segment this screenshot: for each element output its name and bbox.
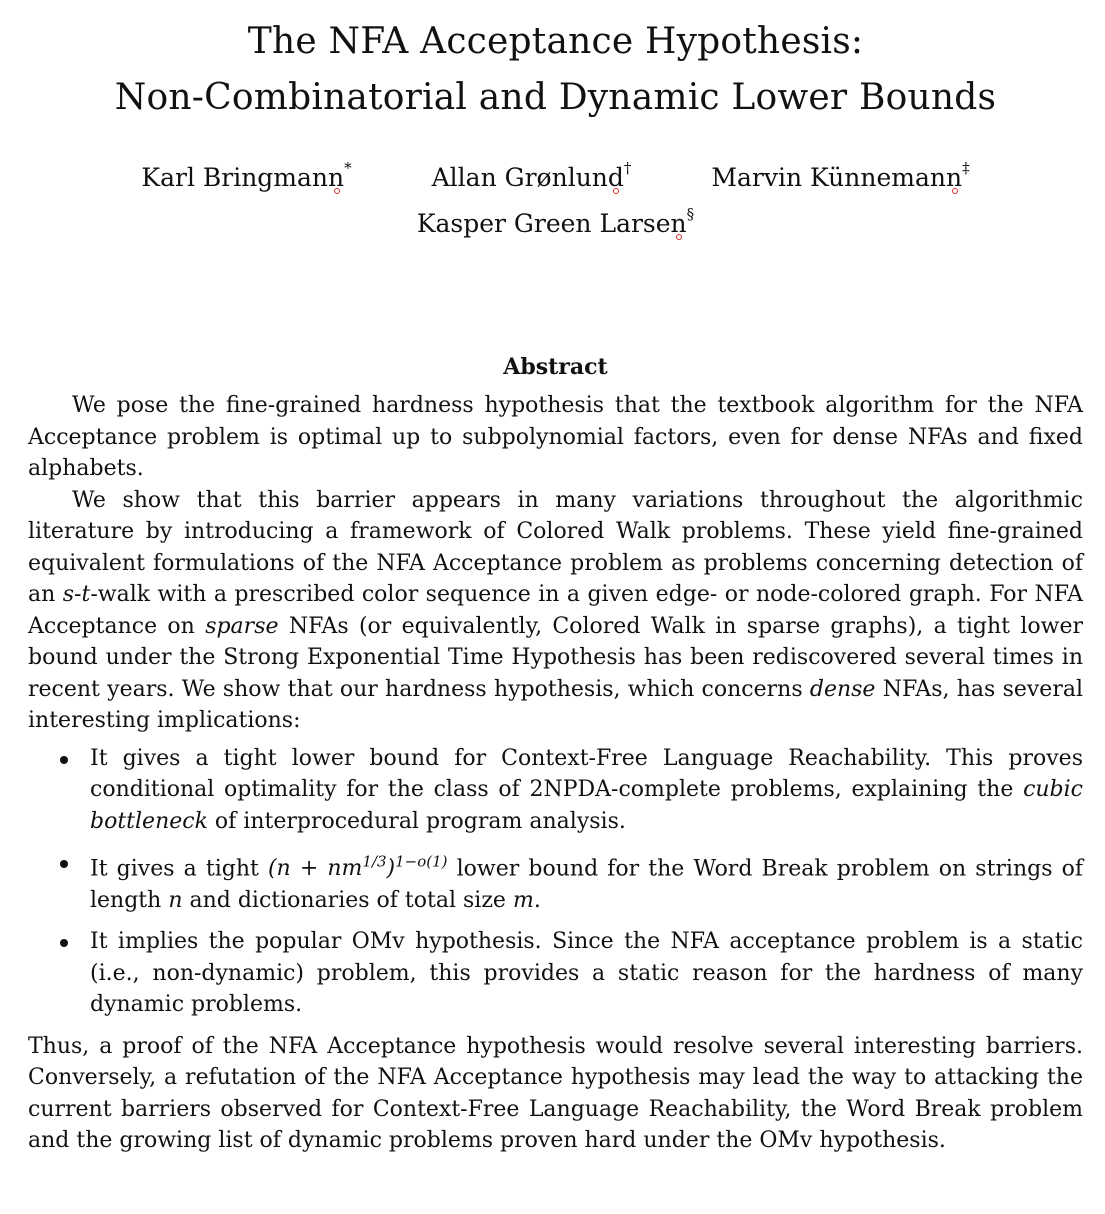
emph-sparse: sparse — [205, 613, 279, 639]
list-item: It implies the popular OMv hypothesis. Since the NFA acceptance problem is a static (i.e., non-dynamic) problem, this provides a static reason for the hardness of many dynamic problems. — [28, 926, 1083, 1021]
author-block — [28, 158, 1083, 244]
math-var-m: m — [512, 887, 534, 913]
author-2: Allan Grønlund† — [431, 158, 632, 192]
footnote-link-1[interactable]: * — [344, 158, 352, 177]
paper-page — [0, 14, 1105, 1214]
link-marker — [676, 234, 682, 240]
implications-list — [28, 743, 1083, 1021]
link-marker — [334, 188, 340, 194]
abstract-paragraph-2: We show that this barrier appears in many variations throughout the algorithmic literature by introducing a framework of Colored Walk problems. These yield fine-grained equivalent formulations of the NFA Acceptance problem as problems concerning detection of an s-t-walk with a prescribed color sequence in a given edge- or node-colored graph. For NFA Acceptance on sparse NFAs (or equivalently, Colored Walk in sparse graphs), a tight lower bound under the Strong Exponential Time Hypothesis has been rediscovered several times in recent years. We show that our hardness hypothesis, which concerns dense NFAs, has several interesting implications: — [28, 487, 1084, 733]
st-walk-math: s-t — [62, 582, 91, 607]
word-break-bound-math: $(n + nm^{1/3})^{1-o(1)}$ — [267, 853, 448, 882]
abstract-heading: Abstract — [503, 354, 608, 380]
link-marker — [952, 188, 958, 194]
footnote-link-2[interactable]: † — [623, 158, 632, 177]
bullet-icon — [60, 860, 68, 868]
title-line-1: The NFA Acceptance Hypothesis: — [247, 21, 864, 62]
footnote-link-4[interactable]: § — [686, 204, 695, 223]
abstract-paragraph-1: We pose the fine-grained hardness hypothesis that the textbook algorithm for the NFA Acceptance problem is optimal up to subpolynomial factors, even for dense NFAs and fixed alphabets. — [28, 393, 1083, 481]
title-line-2: Non-Combinatorial and Dynamic Lower Bounds — [114, 77, 997, 118]
link-marker — [613, 188, 619, 194]
bullet-icon — [60, 939, 68, 947]
emph-dense: dense — [809, 676, 876, 702]
author-1: Karl Bringmann* — [141, 158, 352, 192]
author-4: Kasper Green Larsen§ — [416, 204, 695, 238]
list-item: It gives a tight $(n + nm^{1/3})^{1-o(1)}$ lower bound for the Word Break problem on strings of length n and dictionaries of total size m. — [28, 847, 1083, 916]
abstract-closing: Thus, a proof of the NFA Acceptance hypothesis would resolve several interesting barriers. Conversely, a refutation of the NFA Acceptance hypothesis may lead the way to attacking the current barriers observed for Context-Free Language Reachability, the Word Break problem and the growing list of dynamic problems proven hard under the OMv hypothesis. — [28, 1033, 1083, 1154]
abstract-body — [28, 390, 1083, 1157]
footnote-link-3[interactable]: ‡ — [962, 158, 970, 177]
author-3: Marvin Künnemann‡ — [711, 158, 970, 192]
emph-cubic-bottleneck: cubic bottleneck — [90, 777, 1083, 834]
math-var-n: n — [168, 887, 183, 913]
list-item: It gives a tight lower bound for Context-Free Language Reachability. This proves conditional optimality for the class of 2NPDA-complete problems, explaining the cubic bottleneck of interprocedural program analysis. — [28, 743, 1083, 838]
paper-title — [28, 14, 1083, 126]
bullet-icon — [60, 756, 68, 764]
